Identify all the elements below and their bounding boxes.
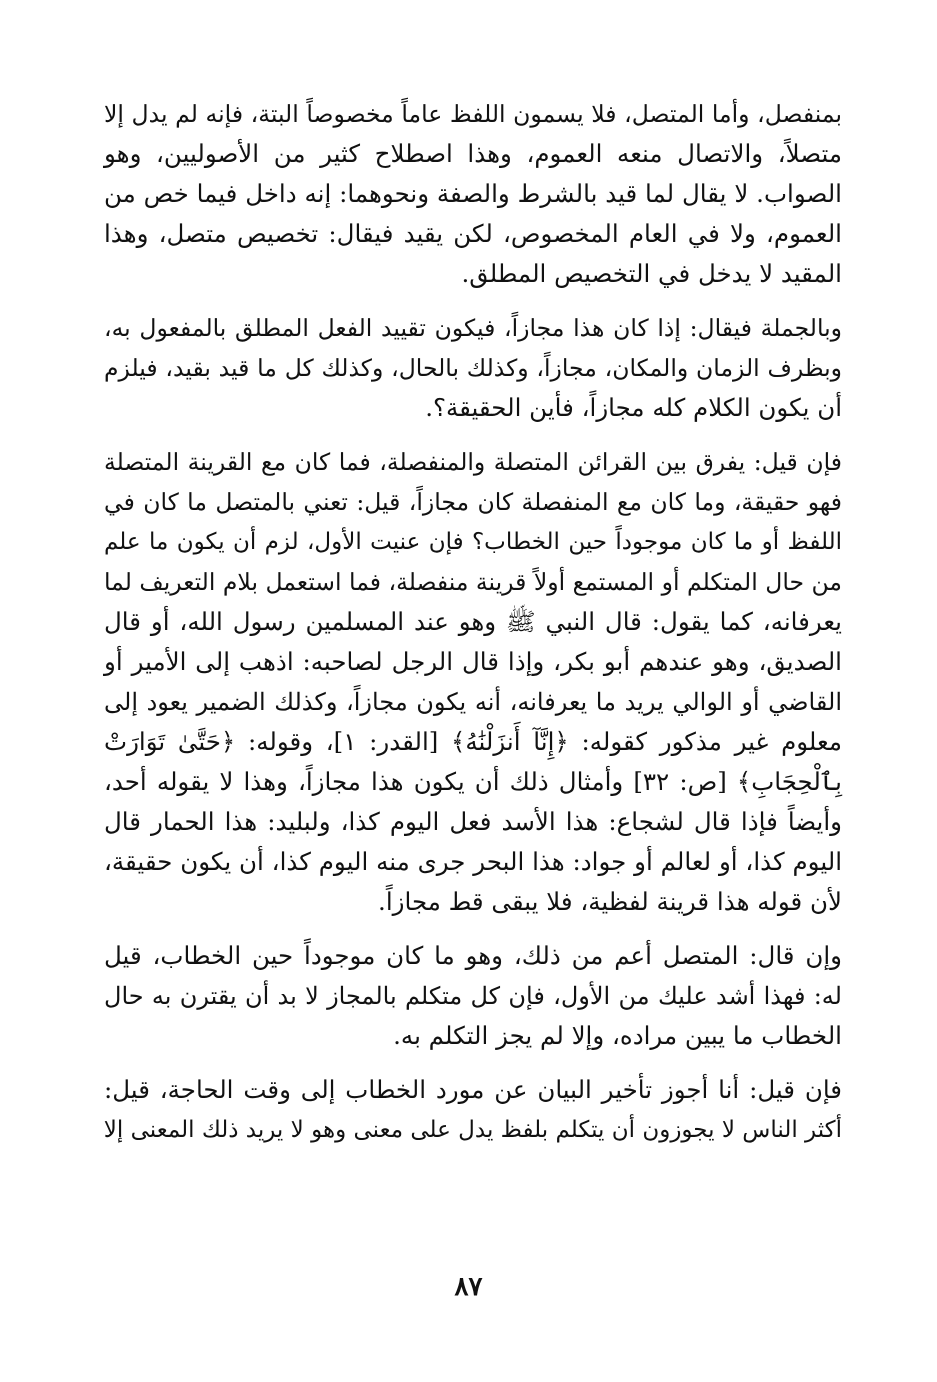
page-body (104, 94, 842, 1164)
text-line: الصواب. لا يقال لما قيد بالشرط والصفة ونحوهما: إنه داخل فيما خص من (104, 179, 842, 208)
text-line: له: فهذا أشد عليك من الأول، فإن كل متكلم بالمجاز لا بد أن يقترن به حال (104, 982, 842, 1010)
text-line: متصلاً، والاتصال منعه العموم، وهذا اصطلاح كثير من الأصوليين، وهو (104, 139, 842, 168)
text-line: من حال المتكلم أو المستمع أولاً قرينة منفصلة، فما استعمل بلام التعريف لما (104, 568, 842, 596)
paragraph (104, 1070, 842, 1150)
text-line: معلوم غير مذكور كقوله: ﴿إِنَّآ أَنزَلْنَٰهُ﴾ [القدر: ١]، وقوله: ﴿حَتَّىٰ تَوَارَتْ (104, 727, 842, 756)
text-line: بِٱلْحِجَابِ﴾ [ص: ٣٢] وأمثال ذلك أن يكون هذا مجازاً، وهذا لا يقوله أحد، (104, 767, 842, 796)
text-line: فإن قيل: يفرق بين القرائن المتصلة والمنفصلة، فما كان مع القرينة المتصلة (104, 448, 842, 476)
text-line: فهو حقيقة، وما كان مع المنفصلة كان مجازاً، قيل: تعني بالمتصل ما كان في (104, 488, 842, 516)
paragraph (104, 94, 842, 294)
text-line: الخطاب ما يبين مراده، وإلا لم يجز التكلم به. (393, 1021, 842, 1050)
text-line: وإن قال: المتصل أعم من ذلك، وهو ما كان موجوداً حين الخطاب، قيل (104, 941, 842, 970)
page-number: ٨٧ (454, 1272, 483, 1302)
text-line: اليوم كذا، أو لعالم أو جواد: هذا البحر جرى منه اليوم كذا، أن يكون حقيقة، (104, 847, 843, 876)
text-line: المقيد لا يدخل في التخصيص المطلق. (461, 259, 842, 288)
paragraph (104, 442, 842, 922)
text-line: القاضي أو الوالي يريد ما يعرفانه، أنه يكون مجازاً، وكذلك الضمير يعود إلى (104, 688, 842, 716)
text-line: بمنفصل، وأما المتصل، فلا يسمون اللفظ عاماً مخصوصاً البتة، فإنه لم يدل إلا (104, 100, 842, 128)
text-line: وبالجملة فيقال: إذا كان هذا مجازاً، فيكون تقييد الفعل المطلق بالمفعول به، (104, 314, 842, 342)
text-line: وبظرف الزمان والمكان، مجازاً، وكذلك بالحال، وكذلك كل ما قيد بقيد، فيلزم (104, 354, 842, 382)
text-line: اللفظ أو ما كان موجوداً حين الخطاب؟ فإن عنيت الأول، لزم أن يكون ما علم (104, 529, 842, 555)
text-line: وأيضاً فإذا قال لشجاع: هذا الأسد فعل اليوم كذا، ولبليد: هذا الحمار قال (104, 807, 842, 836)
text-line: فإن قيل: أنا أجوز تأخير البيان عن مورد الخطاب إلى وقت الحاجة، قيل: (104, 1075, 842, 1104)
paragraph (104, 308, 842, 428)
text-line: العموم، ولا في العام المخصوص، لكن يقيد فيقال: تخصيص متصل، وهذا (104, 219, 842, 248)
text-line: لأن قوله هذا قرينة لفظية، فلا يبقى قط مجازاً. (378, 887, 842, 916)
text-line: أن يكون الكلام كله مجازاً، فأين الحقيقة؟. (425, 393, 842, 422)
text-line: أكثر الناس لا يجوزون أن يتكلم بلفظ يدل على معنى وهو لا يريد ذلك المعنى إلا (103, 1117, 842, 1143)
paragraph (104, 936, 842, 1056)
text-line: الصديق، وهو عندهم أبو بكر، وإذا قال الرجل لصاحبه: اذهب إلى الأمير أو (104, 647, 842, 676)
text-line: يعرفانه، كما يقول: قال النبي ﷺ وهو عند المسلمين رسول الله، أو قال (104, 607, 842, 636)
